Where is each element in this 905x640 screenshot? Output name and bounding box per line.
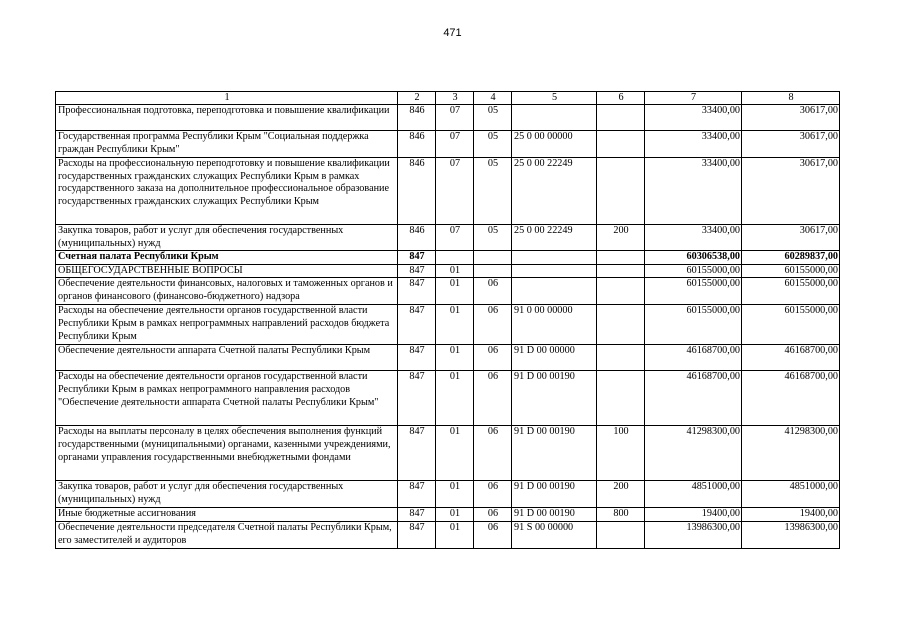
row-section-cell: 01 xyxy=(436,371,474,426)
row-amount-year1-cell: 13986300,00 xyxy=(645,521,742,548)
row-subsection-cell: 06 xyxy=(474,305,512,345)
row-grbs-cell: 847 xyxy=(398,264,436,278)
row-section-cell: 01 xyxy=(436,481,474,508)
row-section-cell: 07 xyxy=(436,158,474,225)
row-grbs-cell: 847 xyxy=(398,278,436,305)
row-name-cell: Расходы на выплаты персоналу в целях обеспечения выполнения функций государственными (муниципальными) органами, казенными учреждениями, органами управления государственными внебюджетными фондами xyxy=(56,426,398,481)
row-target-article-cell xyxy=(512,105,597,131)
row-target-article-cell: 91 0 00 00000 xyxy=(512,305,597,345)
row-target-article-cell: 25 0 00 22249 xyxy=(512,225,597,251)
row-section-cell: 01 xyxy=(436,426,474,481)
row-amount-year1-cell: 41298300,00 xyxy=(645,426,742,481)
row-subsection-cell xyxy=(474,264,512,278)
row-amount-year2-cell: 60155000,00 xyxy=(742,264,840,278)
table-row xyxy=(56,251,840,265)
row-subsection-cell: 05 xyxy=(474,105,512,131)
row-amount-year2-cell: 30617,00 xyxy=(742,105,840,131)
row-name-cell: Государственная программа Республики Крым "Социальная поддержка граждан Республики Крым" xyxy=(56,131,398,158)
row-grbs-cell: 847 xyxy=(398,481,436,508)
row-target-article-cell xyxy=(512,264,597,278)
row-amount-year1-cell: 19400,00 xyxy=(645,508,742,522)
row-target-article-cell: 91 D 00 00190 xyxy=(512,426,597,481)
table-row xyxy=(56,158,840,225)
row-amount-year1-cell: 46168700,00 xyxy=(645,345,742,371)
row-grbs-cell: 847 xyxy=(398,371,436,426)
row-subsection-cell: 06 xyxy=(474,426,512,481)
row-amount-year2-cell: 4851000,00 xyxy=(742,481,840,508)
table-row xyxy=(56,131,840,158)
row-amount-year1-cell: 60155000,00 xyxy=(645,264,742,278)
row-section-cell: 01 xyxy=(436,305,474,345)
row-expense-type-cell xyxy=(597,521,645,548)
row-amount-year1-cell: 46168700,00 xyxy=(645,371,742,426)
row-grbs-cell: 847 xyxy=(398,521,436,548)
row-target-article-cell: 91 D 00 00000 xyxy=(512,345,597,371)
row-amount-year1-cell: 33400,00 xyxy=(645,131,742,158)
row-section-cell: 01 xyxy=(436,508,474,522)
row-amount-year1-cell: 4851000,00 xyxy=(645,481,742,508)
row-amount-year1-cell: 60155000,00 xyxy=(645,305,742,345)
column-header: 3 xyxy=(436,92,474,105)
row-name-cell: ОБЩЕГОСУДАРСТВЕННЫЕ ВОПРОСЫ xyxy=(56,264,398,278)
row-name-cell: Расходы на обеспечение деятельности органов государственной власти Республики Крым в рамках непрограммного направления расходов "Обеспечение деятельности аппарата Счетной палаты Республики Крым" xyxy=(56,371,398,426)
row-section-cell: 01 xyxy=(436,521,474,548)
row-target-article-cell: 91 D 00 00190 xyxy=(512,371,597,426)
row-amount-year1-cell: 33400,00 xyxy=(645,158,742,225)
row-amount-year2-cell: 46168700,00 xyxy=(742,345,840,371)
row-section-cell: 01 xyxy=(436,278,474,305)
row-subsection-cell: 05 xyxy=(474,131,512,158)
table-row xyxy=(56,371,840,426)
row-subsection-cell: 06 xyxy=(474,508,512,522)
row-subsection-cell: 05 xyxy=(474,158,512,225)
row-name-cell: Расходы на обеспечение деятельности органов государственной власти Республики Крым в рамках непрограммных направлений расходов бюджета Республики Крым xyxy=(56,305,398,345)
row-expense-type-cell: 200 xyxy=(597,481,645,508)
row-grbs-cell: 847 xyxy=(398,305,436,345)
row-grbs-cell: 847 xyxy=(398,251,436,265)
row-name-cell: Закупка товаров, работ и услуг для обеспечения государственных (муниципальных) нужд xyxy=(56,225,398,251)
row-name-cell: Закупка товаров, работ и услуг для обеспечения государственных (муниципальных) нужд xyxy=(56,481,398,508)
column-header: 5 xyxy=(512,92,597,105)
column-header: 1 xyxy=(56,92,398,105)
row-name-cell: Обеспечение деятельности аппарата Счетной палаты Республики Крым xyxy=(56,345,398,371)
row-subsection-cell: 05 xyxy=(474,225,512,251)
row-expense-type-cell: 100 xyxy=(597,426,645,481)
row-target-article-cell: 91 D 00 00190 xyxy=(512,508,597,522)
page-number: 471 xyxy=(443,27,462,39)
row-grbs-cell: 847 xyxy=(398,508,436,522)
row-expense-type-cell: 800 xyxy=(597,508,645,522)
row-grbs-cell: 846 xyxy=(398,105,436,131)
row-grbs-cell: 847 xyxy=(398,426,436,481)
row-amount-year2-cell: 13986300,00 xyxy=(742,521,840,548)
row-amount-year2-cell: 30617,00 xyxy=(742,131,840,158)
row-grbs-cell: 846 xyxy=(398,225,436,251)
row-name-cell: Обеспечение деятельности финансовых, налоговых и таможенных органов и органов финансового (финансово-бюджетного) надзора xyxy=(56,278,398,305)
row-grbs-cell: 846 xyxy=(398,158,436,225)
table-row xyxy=(56,345,840,371)
column-header: 2 xyxy=(398,92,436,105)
row-subsection-cell xyxy=(474,251,512,265)
row-amount-year2-cell: 19400,00 xyxy=(742,508,840,522)
row-amount-year1-cell: 33400,00 xyxy=(645,105,742,131)
row-target-article-cell xyxy=(512,278,597,305)
row-subsection-cell: 06 xyxy=(474,345,512,371)
row-subsection-cell: 06 xyxy=(474,371,512,426)
row-amount-year2-cell: 30617,00 xyxy=(742,158,840,225)
row-section-cell: 07 xyxy=(436,225,474,251)
table-row xyxy=(56,481,840,508)
table-row xyxy=(56,305,840,345)
row-target-article-cell: 91 D 00 00190 xyxy=(512,481,597,508)
row-amount-year1-cell: 60306538,00 xyxy=(645,251,742,265)
table-header-row xyxy=(56,92,840,105)
row-expense-type-cell xyxy=(597,105,645,131)
row-section-cell: 07 xyxy=(436,105,474,131)
table-row xyxy=(56,521,840,548)
row-amount-year1-cell: 60155000,00 xyxy=(645,278,742,305)
row-target-article-cell: 25 0 00 00000 xyxy=(512,131,597,158)
column-header: 8 xyxy=(742,92,840,105)
row-section-cell: 07 xyxy=(436,131,474,158)
table-row xyxy=(56,264,840,278)
row-target-article-cell: 25 0 00 22249 xyxy=(512,158,597,225)
row-expense-type-cell: 200 xyxy=(597,225,645,251)
row-expense-type-cell xyxy=(597,371,645,426)
column-header: 4 xyxy=(474,92,512,105)
row-target-article-cell: 91 S 00 00000 xyxy=(512,521,597,548)
budget-table xyxy=(55,91,840,549)
row-section-cell: 01 xyxy=(436,264,474,278)
row-amount-year2-cell: 60155000,00 xyxy=(742,278,840,305)
row-expense-type-cell xyxy=(597,264,645,278)
row-expense-type-cell xyxy=(597,345,645,371)
row-expense-type-cell xyxy=(597,131,645,158)
column-header: 6 xyxy=(597,92,645,105)
row-expense-type-cell xyxy=(597,158,645,225)
row-amount-year2-cell: 60155000,00 xyxy=(742,305,840,345)
row-name-cell: Расходы на профессиональную переподготовку и повышение квалификации государственных гражданских служащих Республики Крым в рамках государственного заказа на дополнительное профессиональное образование государственных гражданских служащих Республики Крым xyxy=(56,158,398,225)
row-target-article-cell xyxy=(512,251,597,265)
row-amount-year2-cell: 30617,00 xyxy=(742,225,840,251)
row-name-cell: Профессиональная подготовка, переподготовка и повышение квалификации xyxy=(56,105,398,131)
row-name-cell: Обеспечение деятельности председателя Счетной палаты Республики Крым, его заместителей и аудиторов xyxy=(56,521,398,548)
table-row xyxy=(56,426,840,481)
table-row xyxy=(56,225,840,251)
table-body xyxy=(56,105,840,549)
row-amount-year2-cell: 60289837,00 xyxy=(742,251,840,265)
row-subsection-cell: 06 xyxy=(474,481,512,508)
row-amount-year2-cell: 41298300,00 xyxy=(742,426,840,481)
row-grbs-cell: 847 xyxy=(398,345,436,371)
row-subsection-cell: 06 xyxy=(474,278,512,305)
row-expense-type-cell xyxy=(597,278,645,305)
row-name-cell: Иные бюджетные ассигнования xyxy=(56,508,398,522)
table-row xyxy=(56,278,840,305)
row-section-cell: 01 xyxy=(436,345,474,371)
row-amount-year2-cell: 46168700,00 xyxy=(742,371,840,426)
row-subsection-cell: 06 xyxy=(474,521,512,548)
row-name-cell: Счетная палата Республики Крым xyxy=(56,251,398,265)
row-amount-year1-cell: 33400,00 xyxy=(645,225,742,251)
column-header: 7 xyxy=(645,92,742,105)
table-row xyxy=(56,105,840,131)
row-section-cell xyxy=(436,251,474,265)
row-expense-type-cell xyxy=(597,305,645,345)
row-grbs-cell: 846 xyxy=(398,131,436,158)
row-expense-type-cell xyxy=(597,251,645,265)
table-row xyxy=(56,508,840,522)
